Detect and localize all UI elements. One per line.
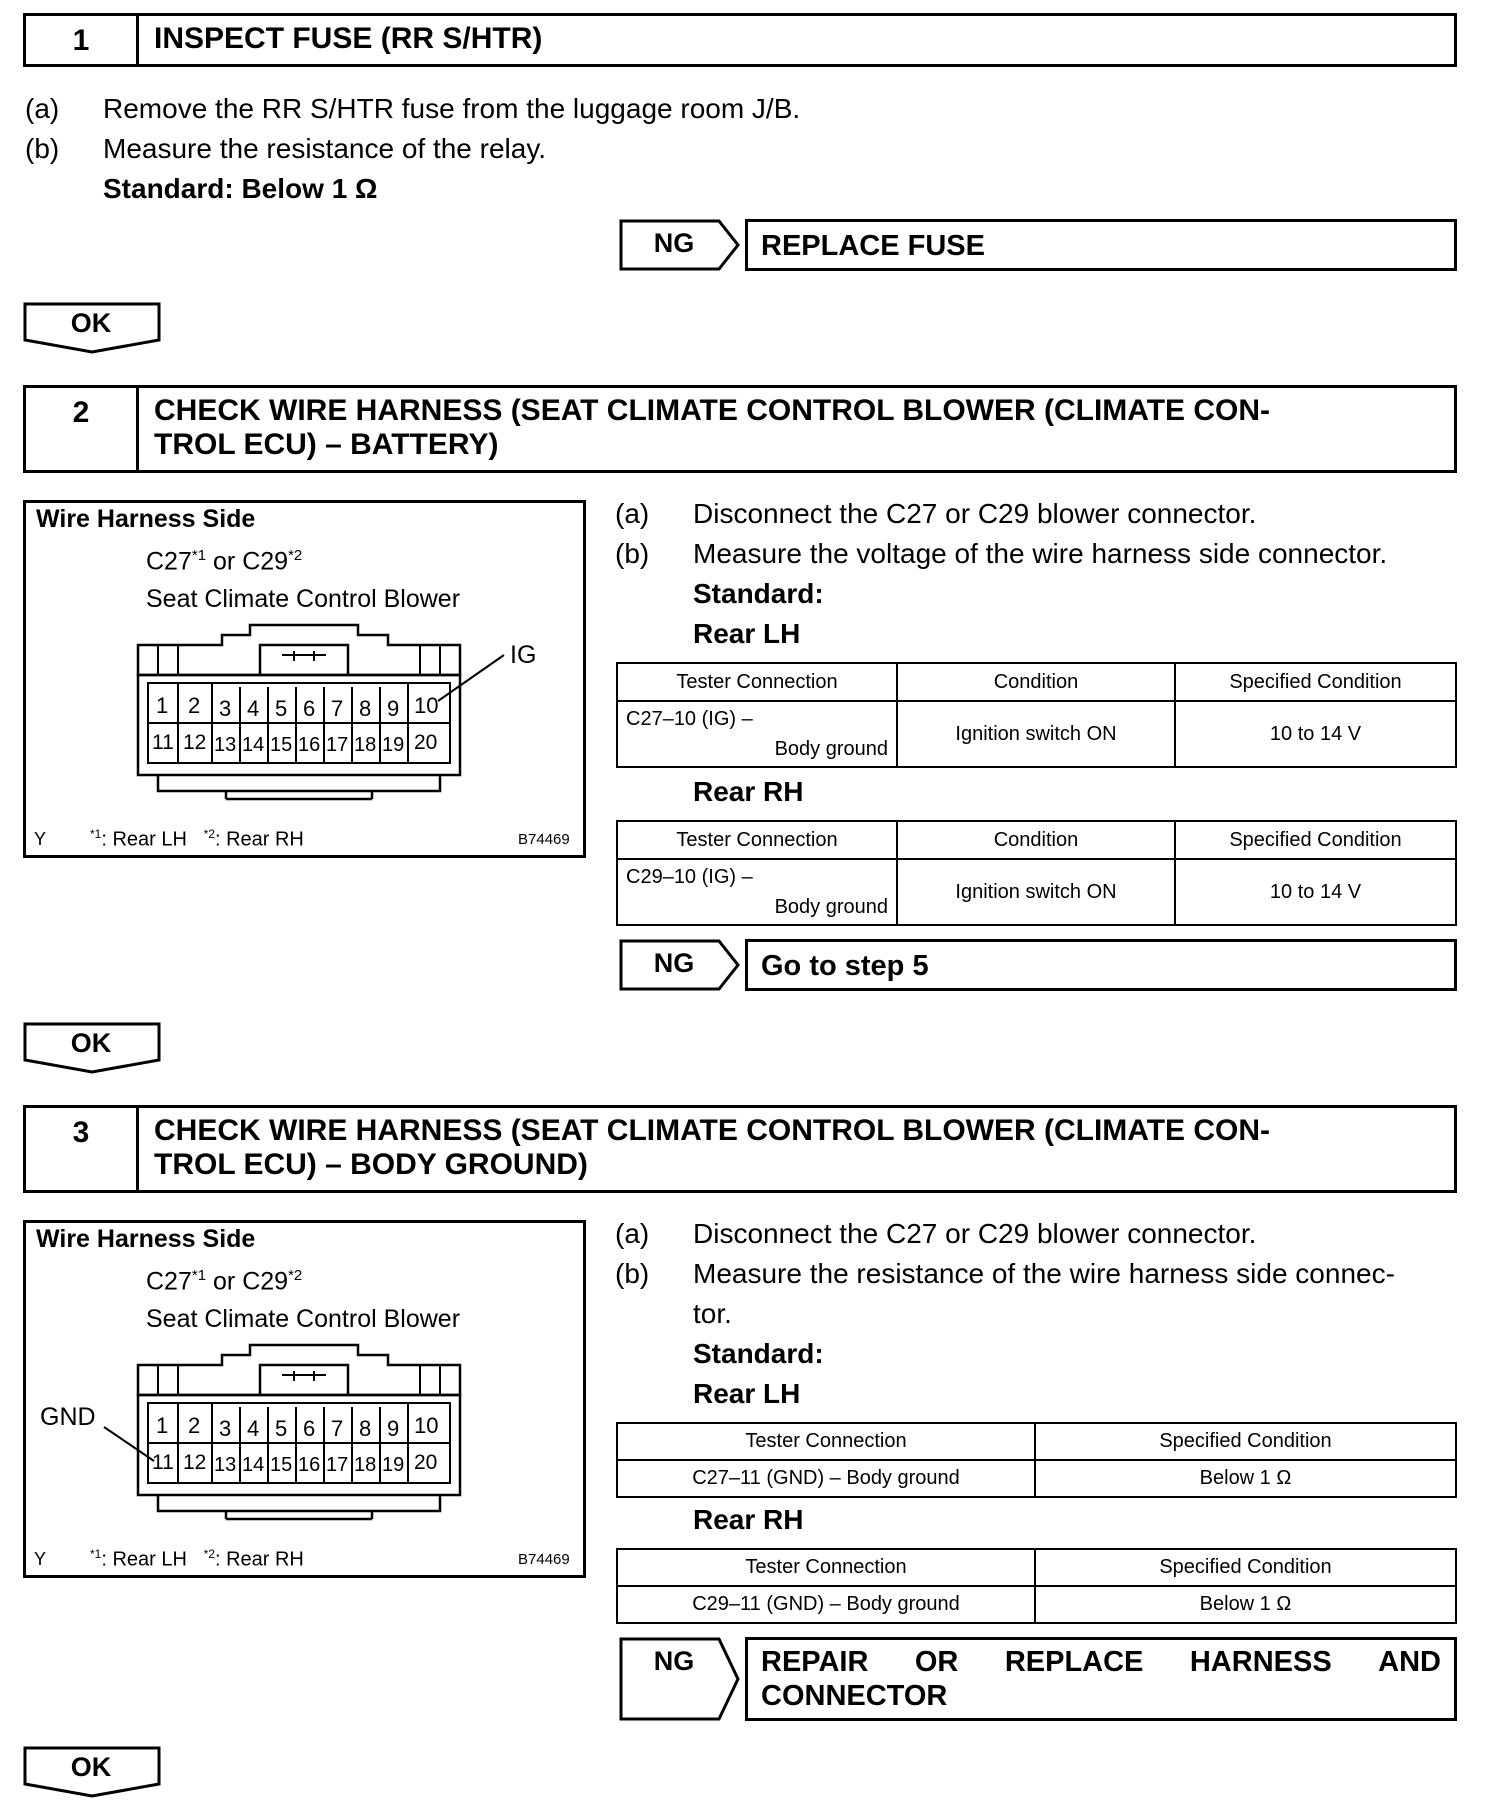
- pin-11: 11: [152, 1451, 174, 1474]
- pin-9: 9: [387, 696, 400, 721]
- ng-label: NG: [653, 228, 695, 258]
- connector-drawing: [26, 1223, 583, 1575]
- pin-19: 19: [382, 734, 405, 756]
- ok-label: OK: [70, 1752, 112, 1782]
- pin-12: 12: [183, 1451, 207, 1474]
- pin-18: 18: [354, 1454, 377, 1476]
- pin-8: 8: [359, 696, 372, 721]
- ng-result-replace-fuse: REPLACE FUSE: [745, 219, 1457, 271]
- pin-11: 11: [152, 731, 174, 754]
- pin-2: 2: [188, 1413, 201, 1438]
- connector-figure: [23, 1220, 586, 1578]
- figure-notes: $^{*1}$: Rear LH $^{*2}$: Rear RH: [90, 1547, 304, 1571]
- step-1-header: [23, 13, 1457, 67]
- pin-callout-gnd: GND: [40, 1403, 96, 1431]
- step-number: 1: [26, 16, 139, 64]
- pin-9: 9: [387, 1416, 400, 1441]
- connector-caption: Seat Climate Control Blower: [146, 1305, 461, 1333]
- pin-5: 5: [275, 1416, 288, 1441]
- ok-label: OK: [70, 308, 112, 338]
- figure-id: B74469: [518, 1551, 570, 1568]
- step-3-table-title-lh: Rear LH: [693, 1378, 801, 1409]
- figure-notes: $^{*1}$: Rear LH $^{*2}$: Rear RH: [90, 827, 304, 851]
- spec-table-rear-rh: Tester Connection Specified Condition C29–11 (GND) – Body ground Below 1 Ω: [616, 1548, 1457, 1624]
- pin-20: 20: [414, 731, 438, 754]
- pin-3: 3: [219, 1416, 232, 1441]
- pin-17: 17: [326, 1454, 349, 1476]
- pin-1: 1: [156, 1413, 169, 1438]
- pin-8: 8: [359, 1416, 372, 1441]
- connector-ids: C27$^{*1}$ or C29$^{*2}$: [146, 547, 303, 576]
- ok-label: OK: [70, 1028, 112, 1058]
- step-3-item-b-cont: tor.: [693, 1298, 732, 1329]
- step-2-table-title-lh: Rear LH: [693, 618, 801, 649]
- connector-ids: C27$^{*1}$ or C29$^{*2}$: [146, 1267, 303, 1296]
- step-3-header: [23, 1105, 1457, 1193]
- connector-figure: [23, 500, 586, 858]
- pin-1: 1: [156, 693, 169, 718]
- ng-result-repair-or-replace: REPAIR OR REPLACE HARNESS AND CONNECTOR: [745, 1637, 1457, 1721]
- pin-14: 14: [242, 734, 265, 756]
- pin-14: 14: [242, 1454, 265, 1476]
- connector-caption: Seat Climate Control Blower: [146, 585, 461, 613]
- figure-corner-mark: Y: [34, 1549, 47, 1569]
- step-number: 2: [26, 388, 139, 470]
- step-number: 3: [26, 1108, 139, 1190]
- pin-17: 17: [326, 734, 349, 756]
- ng-label: NG: [653, 1646, 695, 1676]
- step-2-header: [23, 385, 1457, 473]
- ng-label: NG: [653, 948, 695, 978]
- pin-18: 18: [354, 734, 377, 756]
- pin-7: 7: [331, 696, 344, 721]
- pin-12: 12: [183, 731, 207, 754]
- figure-header: Wire Harness Side: [36, 505, 256, 533]
- step-2-table-title-rh: Rear RH: [693, 776, 804, 807]
- pin-10: 10: [414, 693, 439, 718]
- pin-13: 13: [214, 1454, 237, 1476]
- figure-header: Wire Harness Side: [36, 1225, 256, 1253]
- connector-drawing: [26, 503, 583, 855]
- step-title: CHECK WIRE HARNESS (SEAT CLIMATE CONTROL BLOWER (CLIMATE CON- TROL ECU) – BODY GROUND): [154, 1114, 1271, 1181]
- pin-2: 2: [188, 693, 201, 718]
- pin-16: 16: [298, 1454, 321, 1476]
- step-title: INSPECT FUSE (RR S/HTR): [154, 22, 543, 55]
- step-3-table-title-rh: Rear RH: [693, 1504, 804, 1535]
- pin-callout-ig: IG: [510, 641, 537, 669]
- step-3-standard: Standard:: [693, 1338, 824, 1369]
- pin-5: 5: [275, 696, 288, 721]
- pin-13: 13: [214, 734, 237, 756]
- pin-6: 6: [303, 696, 316, 721]
- pin-6: 6: [303, 1416, 316, 1441]
- pin-10: 10: [414, 1413, 439, 1438]
- pin-4: 4: [247, 696, 260, 721]
- pin-15: 15: [270, 734, 293, 756]
- ng-result-line1: REPAIR OR REPLACE HARNESS AND: [761, 1646, 1441, 1678]
- pin-4: 4: [247, 1416, 260, 1441]
- ng-result-go-to-step-5: Go to step 5: [745, 939, 1457, 991]
- pin-15: 15: [270, 1454, 293, 1476]
- spec-table-rear-lh: Tester Connection Specified Condition C27–11 (GND) – Body ground Below 1 Ω: [616, 1422, 1457, 1498]
- figure-id: B74469: [518, 831, 570, 848]
- step-title: CHECK WIRE HARNESS (SEAT CLIMATE CONTROL BLOWER (CLIMATE CON- TROL ECU) – BATTERY): [154, 394, 1271, 461]
- pin-19: 19: [382, 1454, 405, 1476]
- figure-corner-mark: Y: [34, 829, 47, 849]
- step-1-standard: Standard: Below 1 Ω: [103, 173, 378, 204]
- spec-table-rear-lh: Tester Connection Condition Specified Condition C27–10 (IG) – Body ground Ignition switch ON 10 to 14 V: [616, 662, 1457, 768]
- pin-16: 16: [298, 734, 321, 756]
- pin-7: 7: [331, 1416, 344, 1441]
- pin-20: 20: [414, 1451, 438, 1474]
- spec-table-rear-rh: Tester Connection Condition Specified Condition C29–10 (IG) – Body ground Ignition switch ON 10 to 14 V: [616, 820, 1457, 926]
- pin-3: 3: [219, 696, 232, 721]
- step-2-standard: Standard:: [693, 578, 824, 609]
